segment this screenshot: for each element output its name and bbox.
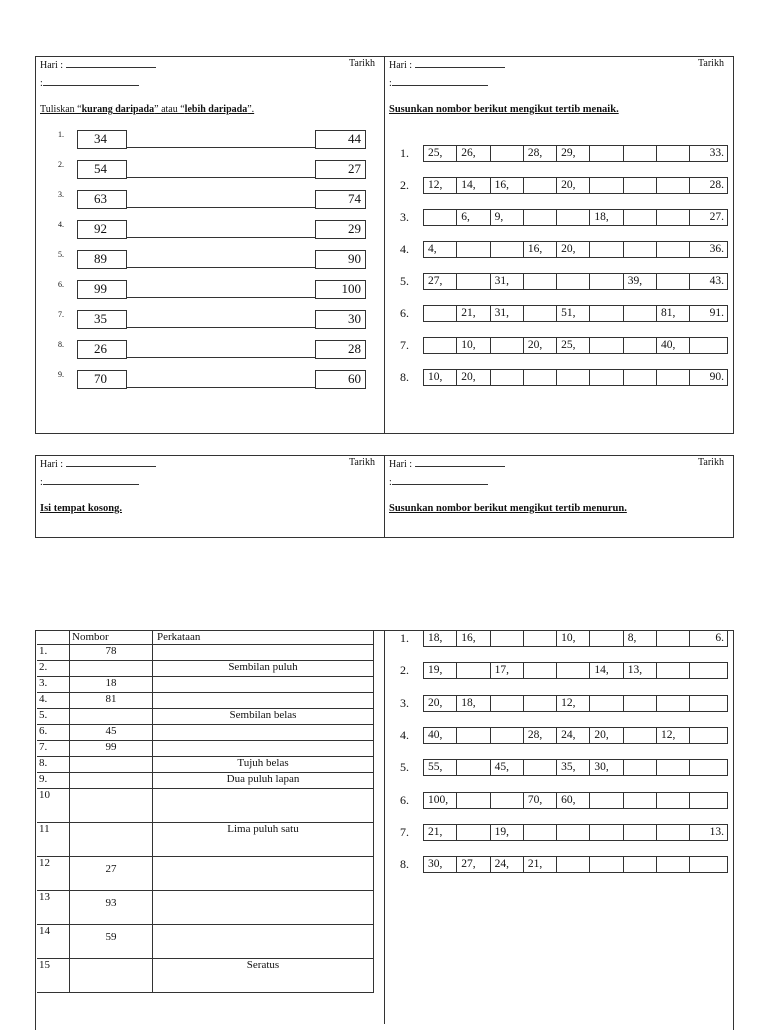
sequence-row-number: 6. <box>400 792 409 807</box>
sequence-row <box>423 727 728 744</box>
sequence-blank-cell[interactable] <box>590 338 623 353</box>
sequence-blank-cell[interactable] <box>624 857 657 872</box>
sequence-row <box>423 856 728 873</box>
sequence-number-cell: 21, <box>524 857 557 872</box>
table-cell-number[interactable] <box>70 789 153 823</box>
sequence-number-cell: 18, <box>457 696 490 711</box>
sequence-number-cell: 19, <box>424 663 457 678</box>
compare-right-number: 60 <box>315 370 366 389</box>
compare-answer-line[interactable] <box>127 177 315 178</box>
sequence-row-number: 1. <box>400 146 409 160</box>
compare-answer-line[interactable] <box>127 147 315 148</box>
tarikh-line: : <box>389 475 488 489</box>
sequence-row-number: 6. <box>400 306 409 320</box>
table-cell-number: 78 <box>70 645 153 661</box>
tarikh-line: : <box>40 475 139 489</box>
sequence-blank-cell[interactable] <box>491 146 524 161</box>
compare-answer-line[interactable] <box>127 387 315 388</box>
table-row <box>37 741 374 757</box>
sequence-blank-cell[interactable] <box>690 760 727 775</box>
sequence-number-cell: 20, <box>524 338 557 353</box>
sequence-number-cell: 19, <box>491 825 524 840</box>
compare-row-number: 2. <box>58 160 64 169</box>
sequence-number-cell: 16, <box>491 178 524 193</box>
table-cell-number[interactable] <box>70 773 153 789</box>
sequence-row <box>423 209 728 226</box>
table-cell-word[interactable] <box>153 789 374 823</box>
sequence-number-cell: 21, <box>457 306 490 321</box>
sequence-number-cell: 20, <box>424 696 457 711</box>
sequence-blank-cell[interactable] <box>657 857 690 872</box>
compare-row-number: 9. <box>58 370 64 379</box>
compare-instruction: Tuliskan “kurang daripada” atau “lebih daripada”. <box>40 104 255 115</box>
sequence-blank-cell[interactable] <box>624 338 657 353</box>
table-row <box>37 891 374 925</box>
table-row-index: 9. <box>37 773 70 789</box>
sequence-blank-cell[interactable] <box>457 793 490 808</box>
sequence-row-number: 7. <box>400 824 409 839</box>
sequence-blank-cell[interactable] <box>690 728 727 743</box>
table-row <box>37 823 374 857</box>
compare-right-number: 29 <box>315 220 366 239</box>
sequence-blank-cell[interactable] <box>491 631 524 646</box>
table-cell-number[interactable] <box>70 709 153 725</box>
sequence-blank-cell[interactable] <box>491 793 524 808</box>
ascending-instruction: Susunkan nombor berikut mengikut tertib menaik. <box>389 104 619 115</box>
sequence-blank-cell[interactable] <box>524 210 557 225</box>
sequence-blank-cell[interactable] <box>590 274 623 289</box>
sequence-row-number: 5. <box>400 274 409 288</box>
sequence-number-cell: 16, <box>457 631 490 646</box>
sequence-blank-cell[interactable] <box>690 857 727 872</box>
compare-left-number: 34 <box>77 130 127 149</box>
sequence-blank-cell[interactable] <box>657 825 690 840</box>
sequence-blank-cell[interactable] <box>624 242 657 257</box>
compare-right-number: 30 <box>315 310 366 329</box>
sequence-number-cell: 45, <box>491 760 524 775</box>
sequence-number-cell: 39, <box>624 274 657 289</box>
table-row-index: 4. <box>37 693 70 709</box>
sequence-number-cell: 8, <box>624 631 657 646</box>
sequence-blank-cell[interactable] <box>657 274 690 289</box>
compare-answer-line[interactable] <box>127 327 315 328</box>
sequence-number-cell: 10, <box>457 338 490 353</box>
compare-left-number: 63 <box>77 190 127 209</box>
sequence-blank-cell[interactable] <box>624 728 657 743</box>
sequence-blank-cell[interactable] <box>524 370 557 385</box>
table-cell-number: 18 <box>70 677 153 693</box>
sequence-blank-cell[interactable] <box>524 631 557 646</box>
table-header-row <box>37 631 374 645</box>
sequence-blank-cell[interactable] <box>624 178 657 193</box>
table-cell-number: 45 <box>70 725 153 741</box>
sequence-blank-cell[interactable] <box>657 663 690 678</box>
sequence-blank-cell[interactable] <box>590 631 623 646</box>
sequence-row <box>423 337 728 354</box>
sequence-number-cell: 36. <box>709 243 724 255</box>
sequence-blank-cell[interactable] <box>657 696 690 711</box>
tarikh-label: Tarikh <box>349 58 375 69</box>
table-row-index: 13 <box>37 891 70 925</box>
sequence-blank-cell[interactable] <box>657 242 690 257</box>
tarikh-label: Tarikh <box>698 58 724 69</box>
sequence-blank-cell[interactable] <box>590 696 623 711</box>
sequence-number-cell: 10, <box>557 631 590 646</box>
compare-left-number: 26 <box>77 340 127 359</box>
sequence-number-cell: 14, <box>590 663 623 678</box>
sequence-blank-cell[interactable] <box>624 793 657 808</box>
compare-answer-line[interactable] <box>127 267 315 268</box>
table-row <box>37 789 374 823</box>
sequence-blank-cell[interactable] <box>657 178 690 193</box>
sequence-blank-cell[interactable] <box>524 760 557 775</box>
table-row <box>37 773 374 789</box>
sequence-number-cell: 20, <box>457 370 490 385</box>
table-cell-word: Sembilan puluh <box>153 661 374 677</box>
header-perkataan: Perkataan <box>153 631 374 645</box>
table-cell-number: 81 <box>70 693 153 709</box>
descending-instruction: Susunkan nombor berikut mengikut tertib menurun. <box>389 503 627 514</box>
compare-left-number: 70 <box>77 370 127 389</box>
table-row-index: 1. <box>37 645 70 661</box>
compare-right-number: 27 <box>315 160 366 179</box>
sequence-row-number: 4. <box>400 727 409 742</box>
table-row <box>37 757 374 773</box>
sequence-blank-cell[interactable] <box>524 696 557 711</box>
sequence-blank-cell[interactable] <box>590 370 623 385</box>
table-cell-number[interactable] <box>70 959 153 993</box>
sequence-blank-cell[interactable] <box>491 696 524 711</box>
sequence-row-number: 2. <box>400 178 409 192</box>
sequence-blank-cell[interactable] <box>657 146 690 161</box>
table-cell-number: 59 <box>70 925 153 959</box>
sequence-number-cell: 21, <box>424 825 457 840</box>
sequence-blank-cell[interactable] <box>524 663 557 678</box>
sequence-row-number: 3. <box>400 210 409 224</box>
table-row-index: 11 <box>37 823 70 857</box>
sequence-number-cell: 18, <box>424 631 457 646</box>
hari-label: Hari : <box>40 457 156 471</box>
sequence-row-number: 8. <box>400 857 409 872</box>
compare-row-number: 3. <box>58 190 64 199</box>
sequence-number-cell: 90. <box>709 371 724 383</box>
table-cell-word[interactable] <box>153 891 374 925</box>
table-row <box>37 661 374 677</box>
table-cell-word[interactable] <box>153 857 374 891</box>
table-cell-word[interactable] <box>153 677 374 693</box>
sequence-row-number: 4. <box>400 242 409 256</box>
table-row-index: 15 <box>37 959 70 993</box>
table-cell-word: Seratus <box>153 959 374 993</box>
table-row-index: 5. <box>37 709 70 725</box>
sequence-row-number: 1. <box>400 631 409 645</box>
hari-label: Hari : <box>389 457 505 471</box>
sequence-blank-cell[interactable] <box>624 210 657 225</box>
sequence-blank-cell[interactable] <box>457 728 490 743</box>
sequence-number-cell: 6. <box>715 632 724 644</box>
sequence-number-cell: 20, <box>590 728 623 743</box>
fill-blank-instruction: Isi tempat kosong. <box>40 503 122 514</box>
table-row-index: 2. <box>37 661 70 677</box>
sequence-blank-cell[interactable] <box>657 370 690 385</box>
table-cell-word[interactable] <box>153 925 374 959</box>
bottom-divider <box>384 630 385 1024</box>
sequence-number-cell: 100, <box>424 793 457 808</box>
sequence-blank-cell[interactable] <box>624 825 657 840</box>
sequence-blank-cell[interactable] <box>524 274 557 289</box>
hari-label: Hari : <box>389 58 505 72</box>
sequence-blank-cell[interactable] <box>557 274 590 289</box>
table-cell-number: 99 <box>70 741 153 757</box>
table-row-index: 7. <box>37 741 70 757</box>
sequence-blank-cell[interactable] <box>590 793 623 808</box>
sequence-row <box>423 241 728 258</box>
sequence-number-cell: 14, <box>457 178 490 193</box>
table-cell-word: Sembilan belas <box>153 709 374 725</box>
table-cell-word: Lima puluh satu <box>153 823 374 857</box>
sequence-blank-cell[interactable] <box>524 306 557 321</box>
sequence-row <box>423 824 728 841</box>
table-cell-number[interactable] <box>70 823 153 857</box>
sequence-number-cell: 13, <box>624 663 657 678</box>
sequence-blank-cell[interactable] <box>690 696 727 711</box>
table-cell-number[interactable] <box>70 661 153 677</box>
sequence-number-cell: 43. <box>709 275 724 287</box>
tarikh-label: Tarikh <box>349 457 375 468</box>
sequence-blank-cell[interactable] <box>624 696 657 711</box>
sequence-number-cell: 25, <box>557 338 590 353</box>
number-word-table <box>37 630 374 993</box>
sequence-row <box>423 662 728 679</box>
sequence-number-cell: 81, <box>657 306 690 321</box>
sequence-number-cell: 35, <box>557 760 590 775</box>
sequence-number-cell: 27. <box>709 211 724 223</box>
sequence-number-cell: 12, <box>657 728 690 743</box>
sequence-number-cell: 20, <box>557 242 590 257</box>
sequence-number-cell: 17, <box>491 663 524 678</box>
sequence-blank-cell[interactable] <box>590 146 623 161</box>
table-cell-word[interactable] <box>153 645 374 661</box>
compare-right-number: 90 <box>315 250 366 269</box>
sequence-row <box>423 273 728 290</box>
sequence-number-cell: 60, <box>557 793 590 808</box>
compare-answer-line[interactable] <box>127 237 315 238</box>
sequence-blank-cell[interactable] <box>491 242 524 257</box>
compare-row-number: 7. <box>58 310 64 319</box>
table-row <box>37 725 374 741</box>
sequence-blank-cell[interactable] <box>590 178 623 193</box>
sequence-number-cell: 28, <box>524 146 557 161</box>
sequence-row <box>423 145 728 162</box>
sequence-blank-cell[interactable] <box>624 760 657 775</box>
table-row-index: 6. <box>37 725 70 741</box>
sequence-row <box>423 305 728 322</box>
sequence-number-cell: 31, <box>491 306 524 321</box>
sequence-blank-cell[interactable] <box>657 760 690 775</box>
sequence-number-cell: 18, <box>590 210 623 225</box>
sequence-blank-cell[interactable] <box>491 338 524 353</box>
sequence-blank-cell[interactable] <box>690 663 727 678</box>
compare-right-number: 100 <box>315 280 366 299</box>
sequence-blank-cell[interactable] <box>690 793 727 808</box>
table-row <box>37 693 374 709</box>
sequence-number-cell: 12, <box>424 178 457 193</box>
sequence-number-cell: 31, <box>491 274 524 289</box>
compare-row-number: 8. <box>58 340 64 349</box>
compare-row-number: 1. <box>58 130 64 139</box>
table-row-index: 14 <box>37 925 70 959</box>
sequence-blank-cell[interactable] <box>524 825 557 840</box>
sequence-row-number: 3. <box>400 695 409 710</box>
sequence-number-cell: 30, <box>424 857 457 872</box>
compare-left-number: 89 <box>77 250 127 269</box>
hari-label: Hari : <box>40 58 156 72</box>
table-cell-word: Tujuh belas <box>153 757 374 773</box>
sequence-row <box>423 369 728 386</box>
table-cell-number[interactable] <box>70 757 153 773</box>
sequence-blank-cell[interactable] <box>590 306 623 321</box>
sequence-blank-cell[interactable] <box>424 338 457 353</box>
sequence-blank-cell[interactable] <box>624 306 657 321</box>
compare-row-number: 6. <box>58 280 64 289</box>
sequence-blank-cell[interactable] <box>590 857 623 872</box>
sequence-blank-cell[interactable] <box>624 146 657 161</box>
sequence-number-cell: 13. <box>709 825 724 838</box>
table-row <box>37 925 374 959</box>
sequence-row <box>423 177 728 194</box>
compare-left-number: 35 <box>77 310 127 329</box>
sequence-number-cell: 10, <box>424 370 457 385</box>
sequence-number-cell: 55, <box>424 760 457 775</box>
sequence-blank-cell[interactable] <box>457 825 490 840</box>
sequence-blank-cell[interactable] <box>590 242 623 257</box>
sequence-number-cell: 12, <box>557 696 590 711</box>
sequence-blank-cell[interactable] <box>424 210 457 225</box>
compare-answer-line[interactable] <box>127 357 315 358</box>
table-row <box>37 645 374 661</box>
sequence-blank-cell[interactable] <box>491 370 524 385</box>
sequence-row-number: 2. <box>400 663 409 678</box>
sequence-number-cell: 16, <box>524 242 557 257</box>
sequence-row-number: 8. <box>400 370 409 384</box>
compare-row-number: 4. <box>58 220 64 229</box>
compare-right-number: 28 <box>315 340 366 359</box>
sequence-number-cell: 6, <box>457 210 490 225</box>
table-cell-number: 93 <box>70 891 153 925</box>
sequence-number-cell: 27, <box>457 857 490 872</box>
tarikh-line: : <box>40 76 139 90</box>
sequence-row <box>423 792 728 809</box>
sequence-number-cell: 33. <box>709 147 724 159</box>
sequence-number-cell: 9, <box>491 210 524 225</box>
sequence-number-cell: 28. <box>709 179 724 191</box>
table-cell-word[interactable] <box>153 725 374 741</box>
table-row-index: 10 <box>37 789 70 823</box>
table-row <box>37 959 374 993</box>
sequence-row <box>423 630 728 647</box>
middle-divider <box>384 455 385 538</box>
sequence-row <box>423 759 728 776</box>
sequence-row-number: 5. <box>400 760 409 775</box>
table-row <box>37 677 374 693</box>
sequence-row-number: 7. <box>400 338 409 352</box>
compare-right-number: 44 <box>315 130 366 149</box>
sequence-number-cell: 24, <box>491 857 524 872</box>
table-cell-number: 27 <box>70 857 153 891</box>
sequence-number-cell: 28, <box>524 728 557 743</box>
sequence-number-cell: 70, <box>524 793 557 808</box>
sequence-blank-cell[interactable] <box>424 306 457 321</box>
sequence-number-cell: 29, <box>557 146 590 161</box>
sequence-blank-cell[interactable] <box>557 370 590 385</box>
sequence-number-cell: 40, <box>424 728 457 743</box>
compare-left-number: 99 <box>77 280 127 299</box>
table-row <box>37 857 374 891</box>
sequence-number-cell: 4, <box>424 242 457 257</box>
sequence-blank-cell[interactable] <box>524 178 557 193</box>
sequence-number-cell: 24, <box>557 728 590 743</box>
sequence-blank-cell[interactable] <box>457 274 490 289</box>
sequence-number-cell: 51, <box>557 306 590 321</box>
sequence-blank-cell[interactable] <box>657 793 690 808</box>
sequence-number-cell: 40, <box>657 338 690 353</box>
sequence-blank-cell[interactable] <box>690 338 727 353</box>
compare-answer-line[interactable] <box>127 207 315 208</box>
sequence-blank-cell[interactable] <box>491 728 524 743</box>
sequence-blank-cell[interactable] <box>657 210 690 225</box>
tarikh-line: : <box>389 76 488 90</box>
sequence-blank-cell[interactable] <box>557 825 590 840</box>
sequence-blank-cell[interactable] <box>590 825 623 840</box>
table-cell-word[interactable] <box>153 693 374 709</box>
header-nombor: Nombor <box>70 631 153 645</box>
sequence-blank-cell[interactable] <box>457 760 490 775</box>
sequence-blank-cell[interactable] <box>557 210 590 225</box>
compare-answer-line[interactable] <box>127 297 315 298</box>
compare-row-number: 5. <box>58 250 64 259</box>
sequence-number-cell: 27, <box>424 274 457 289</box>
sequence-number-cell: 30, <box>590 760 623 775</box>
sequence-blank-cell[interactable] <box>624 370 657 385</box>
sequence-number-cell: 25, <box>424 146 457 161</box>
table-row-index: 12 <box>37 857 70 891</box>
table-cell-word: Dua puluh lapan <box>153 773 374 789</box>
top-divider <box>384 56 385 434</box>
table-row-index: 3. <box>37 677 70 693</box>
sequence-number-cell: 91. <box>709 307 724 319</box>
compare-left-number: 54 <box>77 160 127 179</box>
tarikh-label: Tarikh <box>698 457 724 468</box>
sequence-row <box>423 695 728 712</box>
table-cell-word[interactable] <box>153 741 374 757</box>
sequence-blank-cell[interactable] <box>457 242 490 257</box>
sequence-blank-cell[interactable] <box>557 857 590 872</box>
table-row-index: 8. <box>37 757 70 773</box>
sequence-blank-cell[interactable] <box>657 631 690 646</box>
compare-left-number: 92 <box>77 220 127 239</box>
sequence-number-cell: 26, <box>457 146 490 161</box>
compare-right-number: 74 <box>315 190 366 209</box>
sequence-number-cell: 20, <box>557 178 590 193</box>
sequence-blank-cell[interactable] <box>457 663 490 678</box>
table-row <box>37 709 374 725</box>
sequence-blank-cell[interactable] <box>557 663 590 678</box>
